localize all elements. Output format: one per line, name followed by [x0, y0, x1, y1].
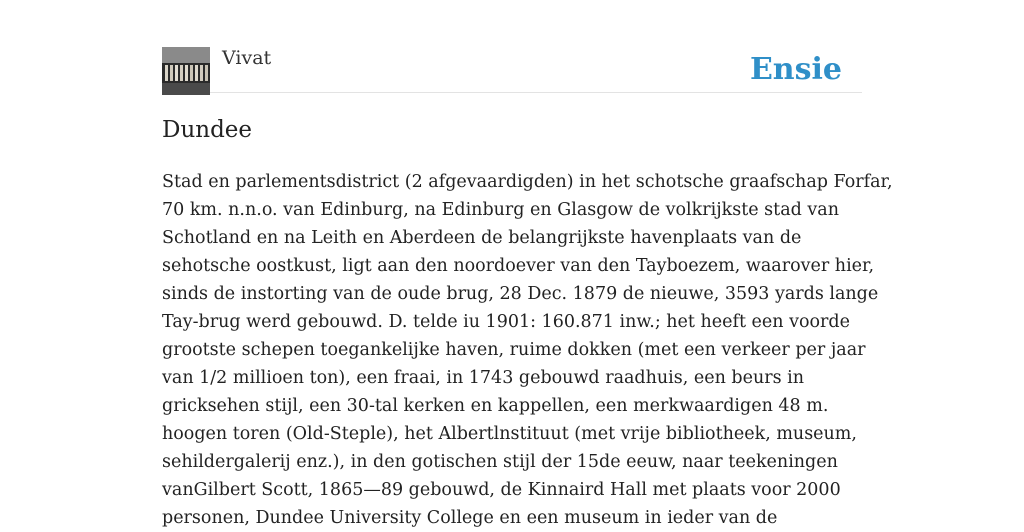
avatar[interactable] — [162, 47, 210, 95]
article-body — [162, 168, 893, 532]
article-line: 70 km. n.n.o. van Edinburg, na Edinburg en Glasgow de volkrijkste stad van — [162, 200, 839, 220]
article-line: sehotsche oostkust, ligt aan den noordoever van den Tayboezem, waarover hier, — [162, 256, 875, 276]
article-line: Stad en parlementsdistrict (2 afgevaardigden) in het schotsche graafschap Forfar, — [162, 172, 893, 192]
source-name[interactable]: Vivat — [222, 47, 272, 69]
article-line: Tay-brug werd gebouwd. D. telde iu 1901: 160.871 inw.; het heeft een voorde — [162, 312, 850, 332]
page-title: Dundee — [162, 117, 253, 143]
brand-logo[interactable]: Ensie — [749, 52, 842, 87]
article-line: vanGilbert Scott, 1865—89 gebouwd, de Kinnaird Hall met plaats voor 2000 — [162, 480, 841, 500]
article-line: grootste schepen toegankelijke haven, ruime dokken (met een verkeer per jaar — [162, 340, 866, 360]
book-spines-icon — [162, 47, 210, 95]
article-line: personen, Dundee University College en een museum in ieder van de — [162, 508, 778, 528]
article-line: van 1/2 millioen ton), een fraai, in 1743 gebouwd raadhuis, een beurs in — [162, 368, 805, 388]
article-line: sinds de instorting van de oude brug, 28 Dec. 1879 de nieuwe, 3593 yards lange — [162, 284, 879, 304]
article-line: sehildergalerij enz.), in den gotischen stijl der 15de eeuw, naar teekeningen — [162, 452, 838, 472]
article-line: gricksehen stijl, een 30-tal kerken en kappellen, een merkwaardigen 48 m. — [162, 396, 829, 416]
article-line: hoogen toren (Old-Steple), het Albertlnstituut (met vrije bibliotheek, museum, — [162, 424, 857, 444]
header — [162, 46, 862, 93]
article-line: Schotland en na Leith en Aberdeen de belangrijkste havenplaats van de — [162, 228, 802, 248]
